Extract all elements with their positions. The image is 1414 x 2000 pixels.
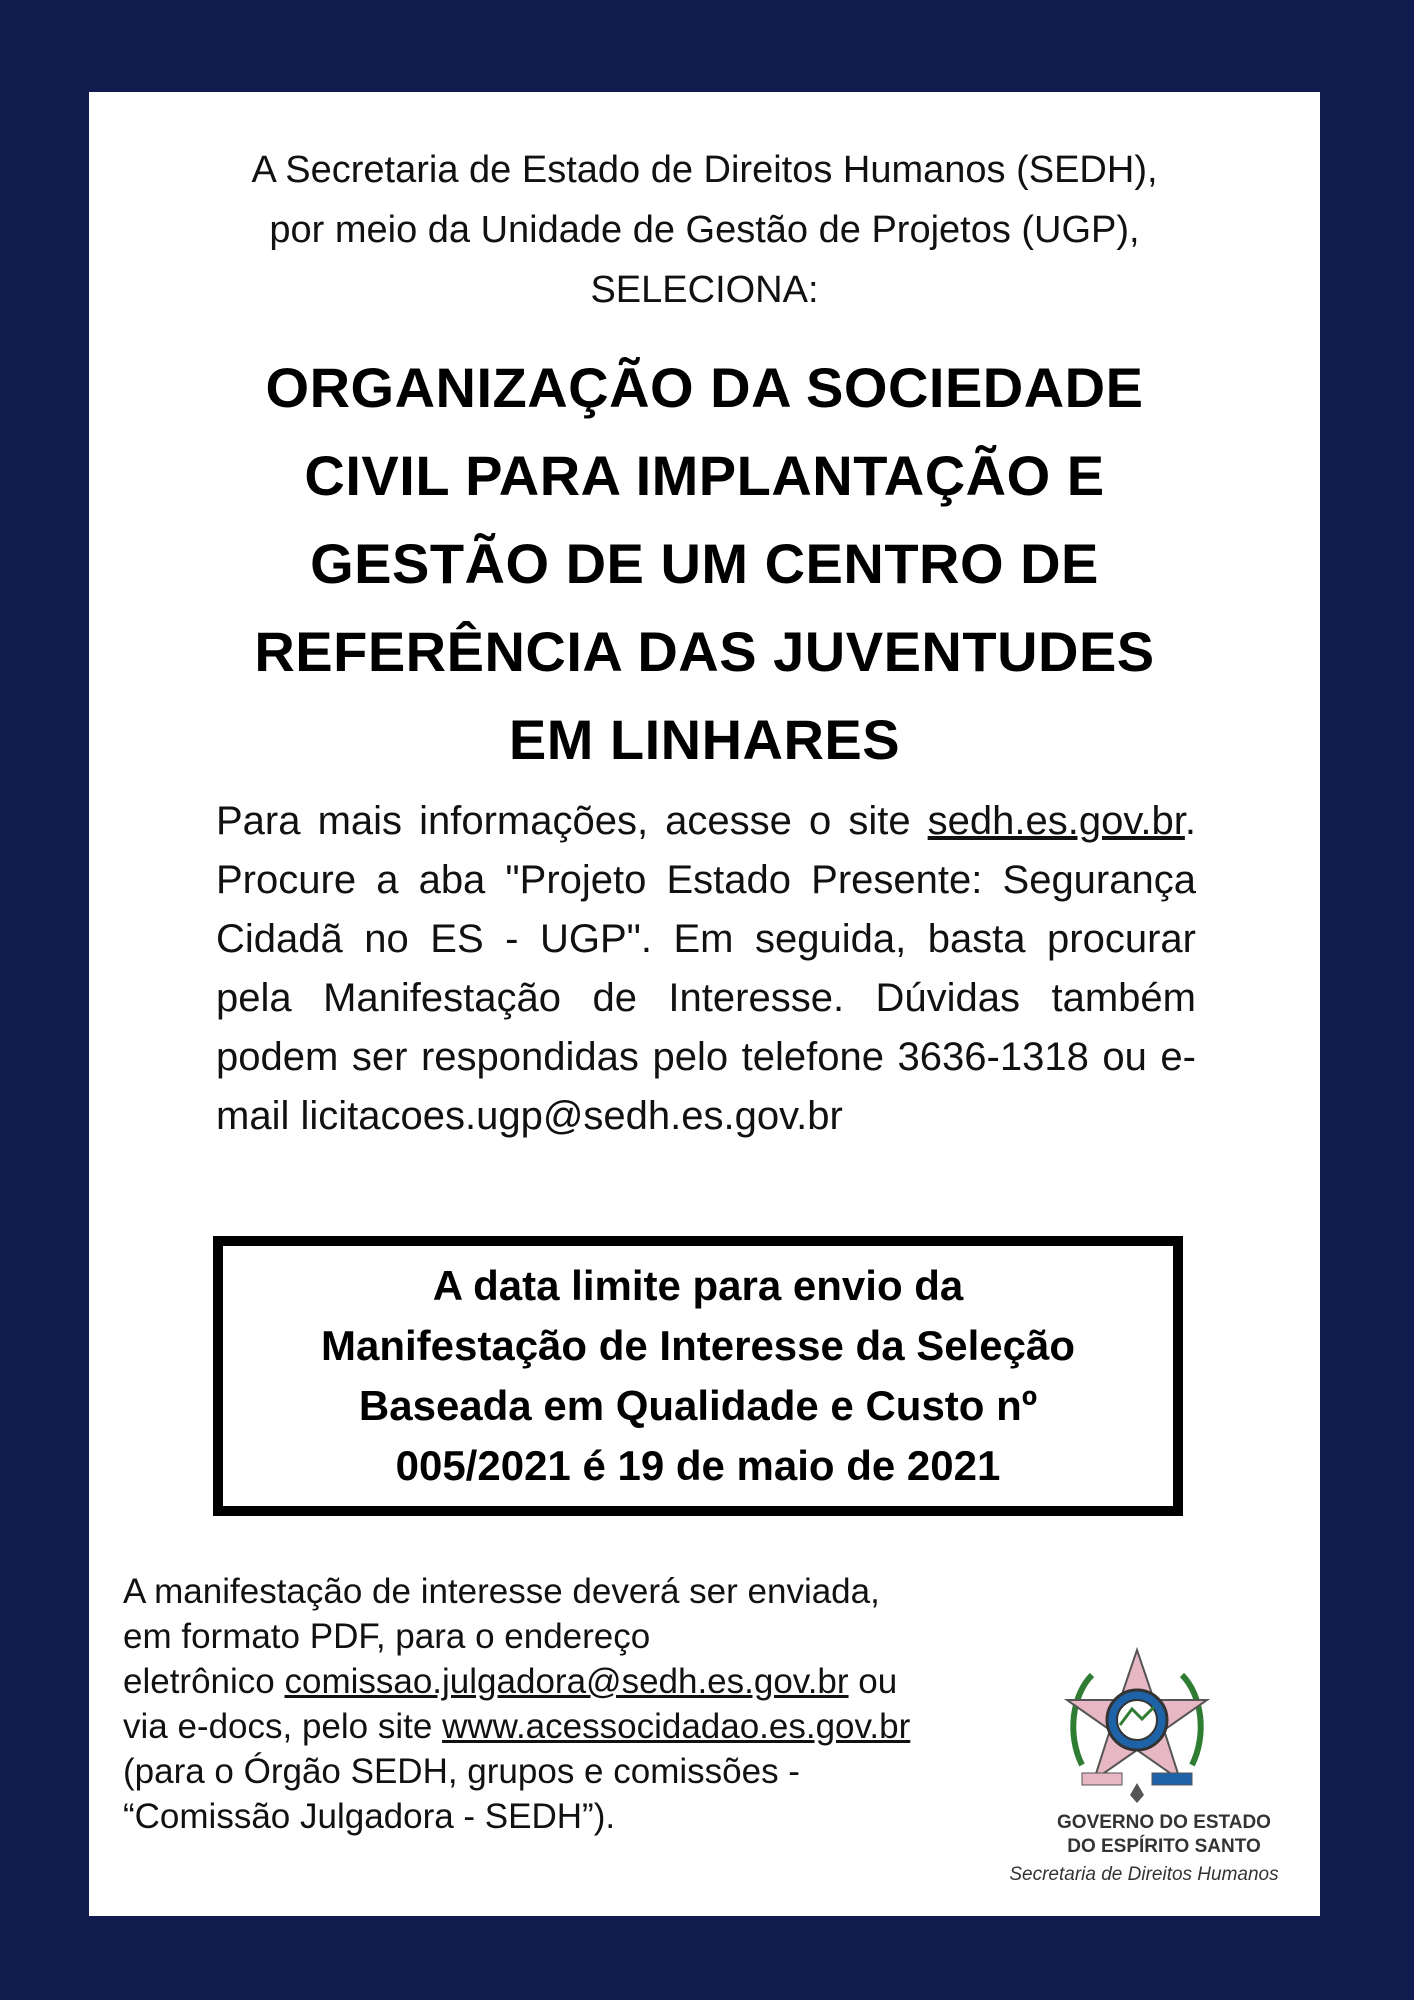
page-title	[129, 344, 1280, 784]
deadline-line: A data limite para envio da	[432, 1262, 964, 1309]
footer-line	[123, 1659, 1023, 1704]
submission-instructions	[123, 1569, 1023, 1839]
deadline-line: Manifestação de Interesse da Seleção	[320, 1322, 1075, 1369]
flyer-page	[89, 92, 1320, 1916]
info-text: Para mais informações, acesse o site	[216, 799, 928, 843]
footer-text: eletrônico	[123, 1662, 285, 1701]
footer-line: (para o Órgão SEDH, grupos e comissões -	[123, 1752, 800, 1791]
gov-line: GOVERNO DO ESTADO	[1057, 1812, 1271, 1833]
intro-line: SELECIONA:	[590, 269, 819, 311]
intro-line: A Secretaria de Estado de Direitos Humanos (SEDH),	[251, 149, 1158, 191]
info-text: . Procure a aba "Projeto Estado Presente: Segurança Cidadã no ES - UGP". Em seguida, basta procurar pela Manifestação de Interesse. Dúvidas também podem ser respondidas pelo telefone 3636-1318 ou e-mail licitacoes.ugp@sedh.es.gov.br	[216, 799, 1196, 1138]
footer-line	[123, 1704, 1023, 1749]
acessocidadao-site-link[interactable]: www.acessocidadao.es.gov.br	[442, 1707, 911, 1746]
title-line: EM LINHARES	[508, 708, 901, 771]
sedh-site-link[interactable]: sedh.es.gov.br	[927, 799, 1185, 843]
footer-line: A manifestação de interesse deverá ser enviada,	[123, 1572, 880, 1611]
intro-text	[89, 140, 1320, 320]
footer-line: em formato PDF, para o endereço	[123, 1617, 651, 1656]
footer-text: via e-docs, pelo site	[123, 1707, 443, 1746]
intro-line: por meio da Unidade de Gestão de Projetos (UGP),	[269, 209, 1140, 251]
gov-line: DO ESPÍRITO SANTO	[1067, 1836, 1261, 1857]
deadline-line: Baseada em Qualidade e Custo nº	[358, 1382, 1038, 1429]
deadline-box	[213, 1236, 1183, 1516]
info-paragraph	[216, 792, 1196, 1146]
title-line: CIVIL PARA IMPLANTAÇÃO E	[304, 444, 1105, 507]
deadline-line: 005/2021 é 19 de maio de 2021	[395, 1442, 1001, 1489]
secretaria-label: Secretaria de Direitos Humanos	[1009, 1864, 1279, 1885]
government-label	[1039, 1811, 1289, 1859]
title-line: ORGANIZAÇÃO DA SOCIEDADE	[265, 356, 1144, 419]
footer-line: “Comissão Julgadora - SEDH”).	[123, 1797, 616, 1836]
title-line: REFERÊNCIA DAS JUVENTUDES	[254, 620, 1155, 683]
footer-text: ou	[848, 1662, 898, 1701]
title-line: GESTÃO DE UM CENTRO DE	[310, 532, 1099, 595]
deadline-text	[248, 1256, 1148, 1496]
state-coat-of-arms-icon	[1062, 1645, 1212, 1805]
commission-email-link[interactable]: comissao.julgadora@sedh.es.gov.br	[284, 1662, 849, 1701]
